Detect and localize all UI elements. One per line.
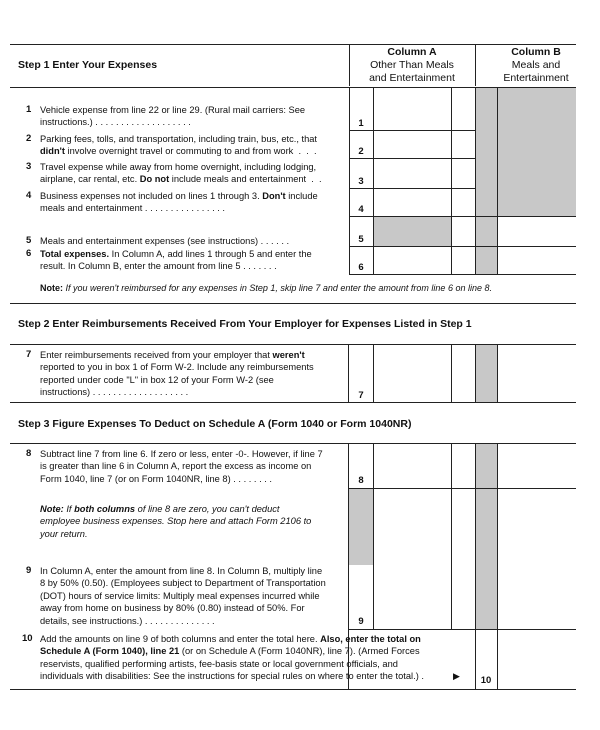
line-10-text: Add the amounts on line 9 of both columns and enter the total here. Also, enter the total on Schedule A (Form 1040), line 21 (or on Schedule A (Form 1040NR), line 7). (Armed Forces reservists, qualified performing artists, fee-basis state or local government officials, and individuals with disabilities: See the instructions for special rules on where to enter the total.) . bbox=[40, 634, 424, 682]
step3-v-a-cents bbox=[451, 443, 452, 629]
column-b-header bbox=[475, 46, 597, 85]
line-4-num: 4 bbox=[26, 190, 32, 201]
step1-title: Step 1 Enter Your Expenses bbox=[18, 59, 158, 71]
step1-shade-b-wide bbox=[498, 88, 576, 216]
line-3-col-a-input[interactable] bbox=[374, 159, 451, 188]
column-a-header bbox=[349, 46, 475, 85]
line-5-col-b-input[interactable] bbox=[498, 217, 576, 246]
step1-shade-a-line5 bbox=[374, 217, 451, 246]
column-a-title: Column A bbox=[387, 46, 437, 58]
line-8-box: 8 bbox=[358, 475, 364, 486]
line-4-text: Business expenses not included on lines 1 through 3. Don't include meals and entertainment . . . . . . . . . . . . . . . . bbox=[40, 191, 318, 214]
line-8-col-b-input[interactable] bbox=[498, 444, 576, 488]
step2-grid-bottom bbox=[10, 402, 576, 403]
line-9-box: 9 bbox=[358, 616, 364, 627]
column-a-line1: Other Than Meals bbox=[370, 59, 454, 71]
line-7-box: 7 bbox=[358, 390, 364, 401]
column-b-title: Column B bbox=[511, 46, 561, 58]
line-8-col-a-input[interactable] bbox=[374, 444, 451, 488]
line-3-text: Travel expense while away from home overnight, including lodging, airplane, car rental, etc. Do not include meals and entertainment . . bbox=[40, 162, 322, 185]
line-2-col-a-input[interactable] bbox=[374, 131, 451, 158]
rule-6 bbox=[349, 274, 576, 275]
step2-top-rule bbox=[10, 303, 576, 304]
top-rule bbox=[10, 44, 576, 45]
line-8-note: Note: If both columns of line 8 are zero, you can't deduct employee business expenses. Stop here and attach Form 2106 to your return. bbox=[40, 504, 312, 539]
line-1-box: 1 bbox=[358, 118, 364, 129]
line-7-text: Enter reimbursements received from your employer that weren't reported to you in box 1 of Form W-2. Include any reimbursements reported under code "L" in box 12 of your Form W-2 (see instructions) . . . . . . . . . . . . . . . . . . . bbox=[40, 350, 314, 398]
line-1-text: Vehicle expense from line 22 or line 29. (Rural mail carriers: See instructions.) . . . . . . . . . . . . . . . . . . . bbox=[40, 105, 306, 128]
step2-v-a-cents bbox=[451, 344, 452, 402]
line-6-num: 6 bbox=[26, 248, 32, 259]
line-2-text: Parking fees, tolls, and transportation, including train, bus, etc., that didn't involve overnight travel or commuting to and from work . . . bbox=[40, 134, 317, 157]
line-7-col-b-input[interactable] bbox=[498, 345, 576, 402]
line-3-num: 3 bbox=[26, 161, 32, 172]
line-4-col-a-input[interactable] bbox=[374, 189, 451, 216]
line-2-num: 2 bbox=[26, 133, 32, 144]
line-8-num: 8 bbox=[26, 448, 32, 459]
line-10-box: 10 bbox=[480, 675, 492, 686]
line-5-box: 5 bbox=[358, 234, 364, 245]
line-6-text: Total expenses. In Column A, add lines 1 through 5 and enter the result. In Column B, enter the amount from line 5 . . . . . . . bbox=[40, 249, 312, 272]
step3-shade-box-col bbox=[349, 489, 373, 565]
line-9-col-b-input[interactable] bbox=[498, 489, 576, 629]
line-3-box: 3 bbox=[358, 176, 364, 187]
line-4-box: 4 bbox=[358, 204, 364, 215]
line-7-col-a-input[interactable] bbox=[374, 345, 451, 402]
line-10-num: 10 bbox=[22, 633, 33, 644]
line-9-num: 9 bbox=[26, 565, 32, 576]
line-6-box: 6 bbox=[358, 262, 364, 273]
line-7-num: 7 bbox=[26, 349, 32, 360]
step1-note: Note: If you weren't reimbursed for any expenses in Step 1, skip line 7 and enter the amount from line 6 on line 8. bbox=[40, 283, 492, 293]
column-b-line1: Meals and bbox=[511, 59, 561, 71]
column-a-line2: and Entertainment bbox=[369, 72, 455, 84]
step2-title: Step 2 Enter Reimbursements Received From Your Employer for Expenses Listed in Step 1 bbox=[18, 318, 472, 330]
line-1-col-a-input[interactable] bbox=[374, 88, 451, 130]
line-2-box: 2 bbox=[358, 146, 364, 157]
form-bottom-rule bbox=[10, 689, 576, 690]
line-5-num: 5 bbox=[26, 235, 32, 246]
step3-title: Step 3 Figure Expenses To Deduct on Schedule A (Form 1040 or Form 1040NR) bbox=[18, 418, 412, 430]
line-9-col-a-input[interactable] bbox=[374, 489, 451, 629]
line-1-num: 1 bbox=[26, 104, 32, 115]
step3-shade-b-narrow bbox=[476, 444, 497, 629]
column-b-line2: Entertainment bbox=[503, 72, 569, 84]
line-10-total-input[interactable] bbox=[498, 630, 576, 689]
line-6-col-b-input[interactable] bbox=[498, 247, 576, 274]
step2-shade-b bbox=[476, 345, 497, 402]
line-5-text: Meals and entertainment expenses (see instructions) . . . . . . bbox=[40, 236, 290, 246]
line-10-arrow-icon: ▶ bbox=[453, 671, 460, 681]
line-9-text: In Column A, enter the amount from line 8. In Column B, multiply line 8 by 50% (0.50). (Employees subject to Department of Transportation (DOT) hours of service limits: Multiply meal expenses incurred while away from home on business by 80% (0.80) instead of 50%. For details, see instructions.) . . . . . . . . . . . . . . bbox=[40, 566, 326, 626]
line-8-text: Subtract line 7 from line 6. If zero or less, enter -0-. However, if line 7 is greater than line 6 in Column A, report the excess as income on Form 1040, line 7 (or on Form 1040NR, line 8) . . . . . . . . bbox=[40, 449, 323, 484]
line-6-col-a-input[interactable] bbox=[374, 247, 451, 274]
